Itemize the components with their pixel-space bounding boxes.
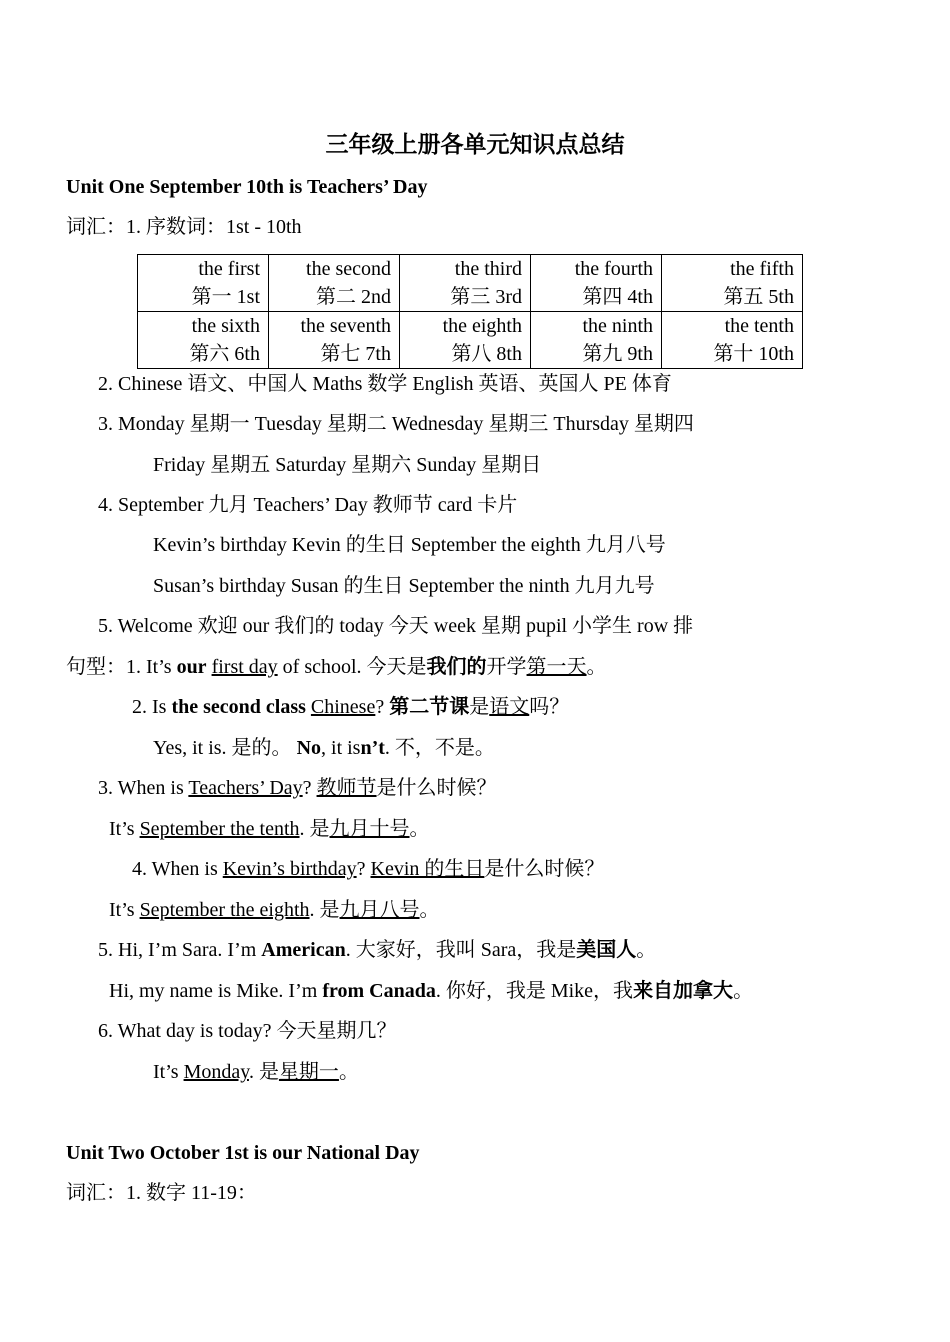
sentence-4-answer: It’s September the eighth. 是九月八号。 — [109, 899, 440, 921]
sentence-5-mike: Hi, my name is Mike. I’m from Canada. 你好，我是 Mike，我来自加拿大。 — [109, 980, 754, 1002]
page-title: 三年级上册各单元知识点总结 — [325, 132, 625, 157]
vocab-item-3-cont: Friday 星期五 Saturday 星期六 Sunday 星期日 — [153, 454, 542, 476]
vocab-item-3: 3. Monday 星期一 Tuesday 星期二 Wednesday 星期三 Thursday 星期四 — [98, 413, 694, 435]
table-cell: the tenth 第十 10th — [662, 312, 803, 369]
sentence-2-answer: Yes, it is. 是的。 No, it isn’t. 不，不是。 — [153, 737, 495, 759]
sentence-1: 句型：1. It’s our first day of school. 今天是我们的开学第一天。 — [66, 656, 607, 678]
sentence-2: 2. Is the second class Chinese? 第二节课是语文吗？ — [132, 696, 570, 718]
table-cell: the third 第三 3rd — [400, 255, 531, 312]
table-cell: the seventh 第七 7th — [269, 312, 400, 369]
table-row — [138, 312, 803, 369]
sentence-4: 4. When is Kevin’s birthday? Kevin 的生日是什么时候？ — [132, 858, 605, 880]
vocab-item-4-susan: Susan’s birthday Susan 的生日 September the ninth 九月九号 — [153, 575, 655, 597]
table-cell: the eighth 第八 8th — [400, 312, 531, 369]
sentence-5: 5. Hi, I’m Sara. I’m American. 大家好，我叫 Sara，我是美国人。 — [98, 939, 657, 961]
table-cell: the ninth 第九 9th — [531, 312, 662, 369]
unit-two-heading: Unit Two October 1st is our National Day — [66, 1142, 420, 1164]
table-cell: the fifth 第五 5th — [662, 255, 803, 312]
table-row — [138, 255, 803, 312]
vocab-item-4: 4. September 九月 Teachers’ Day 教师节 card 卡片 — [98, 494, 518, 516]
table-cell: the fourth 第四 4th — [531, 255, 662, 312]
sentence-6: 6. What day is today? 今天星期几？ — [98, 1020, 397, 1042]
unit-one-vocab-intro: 词汇：1. 序数词：1st - 10th — [66, 216, 302, 238]
sentence-3: 3. When is Teachers’ Day? 教师节是什么时候？ — [98, 777, 497, 799]
vocab-item-2: 2. Chinese 语文、中国人 Maths 数学 English 英语、英国人 PE 体育 — [98, 373, 672, 395]
vocab-item-5: 5. Welcome 欢迎 our 我们的 today 今天 week 星期 pupil 小学生 row 排 — [98, 615, 694, 637]
table-cell: the first 第一 1st — [138, 255, 269, 312]
unit-two-vocab-intro: 词汇：1. 数字 11-19： — [66, 1182, 257, 1204]
ordinals-table — [137, 254, 803, 369]
sentence-3-answer: It’s September the tenth. 是九月十号。 — [109, 818, 430, 840]
table-cell: the second 第二 2nd — [269, 255, 400, 312]
unit-one-heading: Unit One September 10th is Teachers’ Day — [66, 176, 428, 198]
vocab-item-4-kevin: Kevin’s birthday Kevin 的生日 September the eighth 九月八号 — [153, 534, 666, 556]
sentence-6-answer: It’s Monday. 是星期一。 — [153, 1061, 359, 1083]
table-cell: the sixth 第六 6th — [138, 312, 269, 369]
